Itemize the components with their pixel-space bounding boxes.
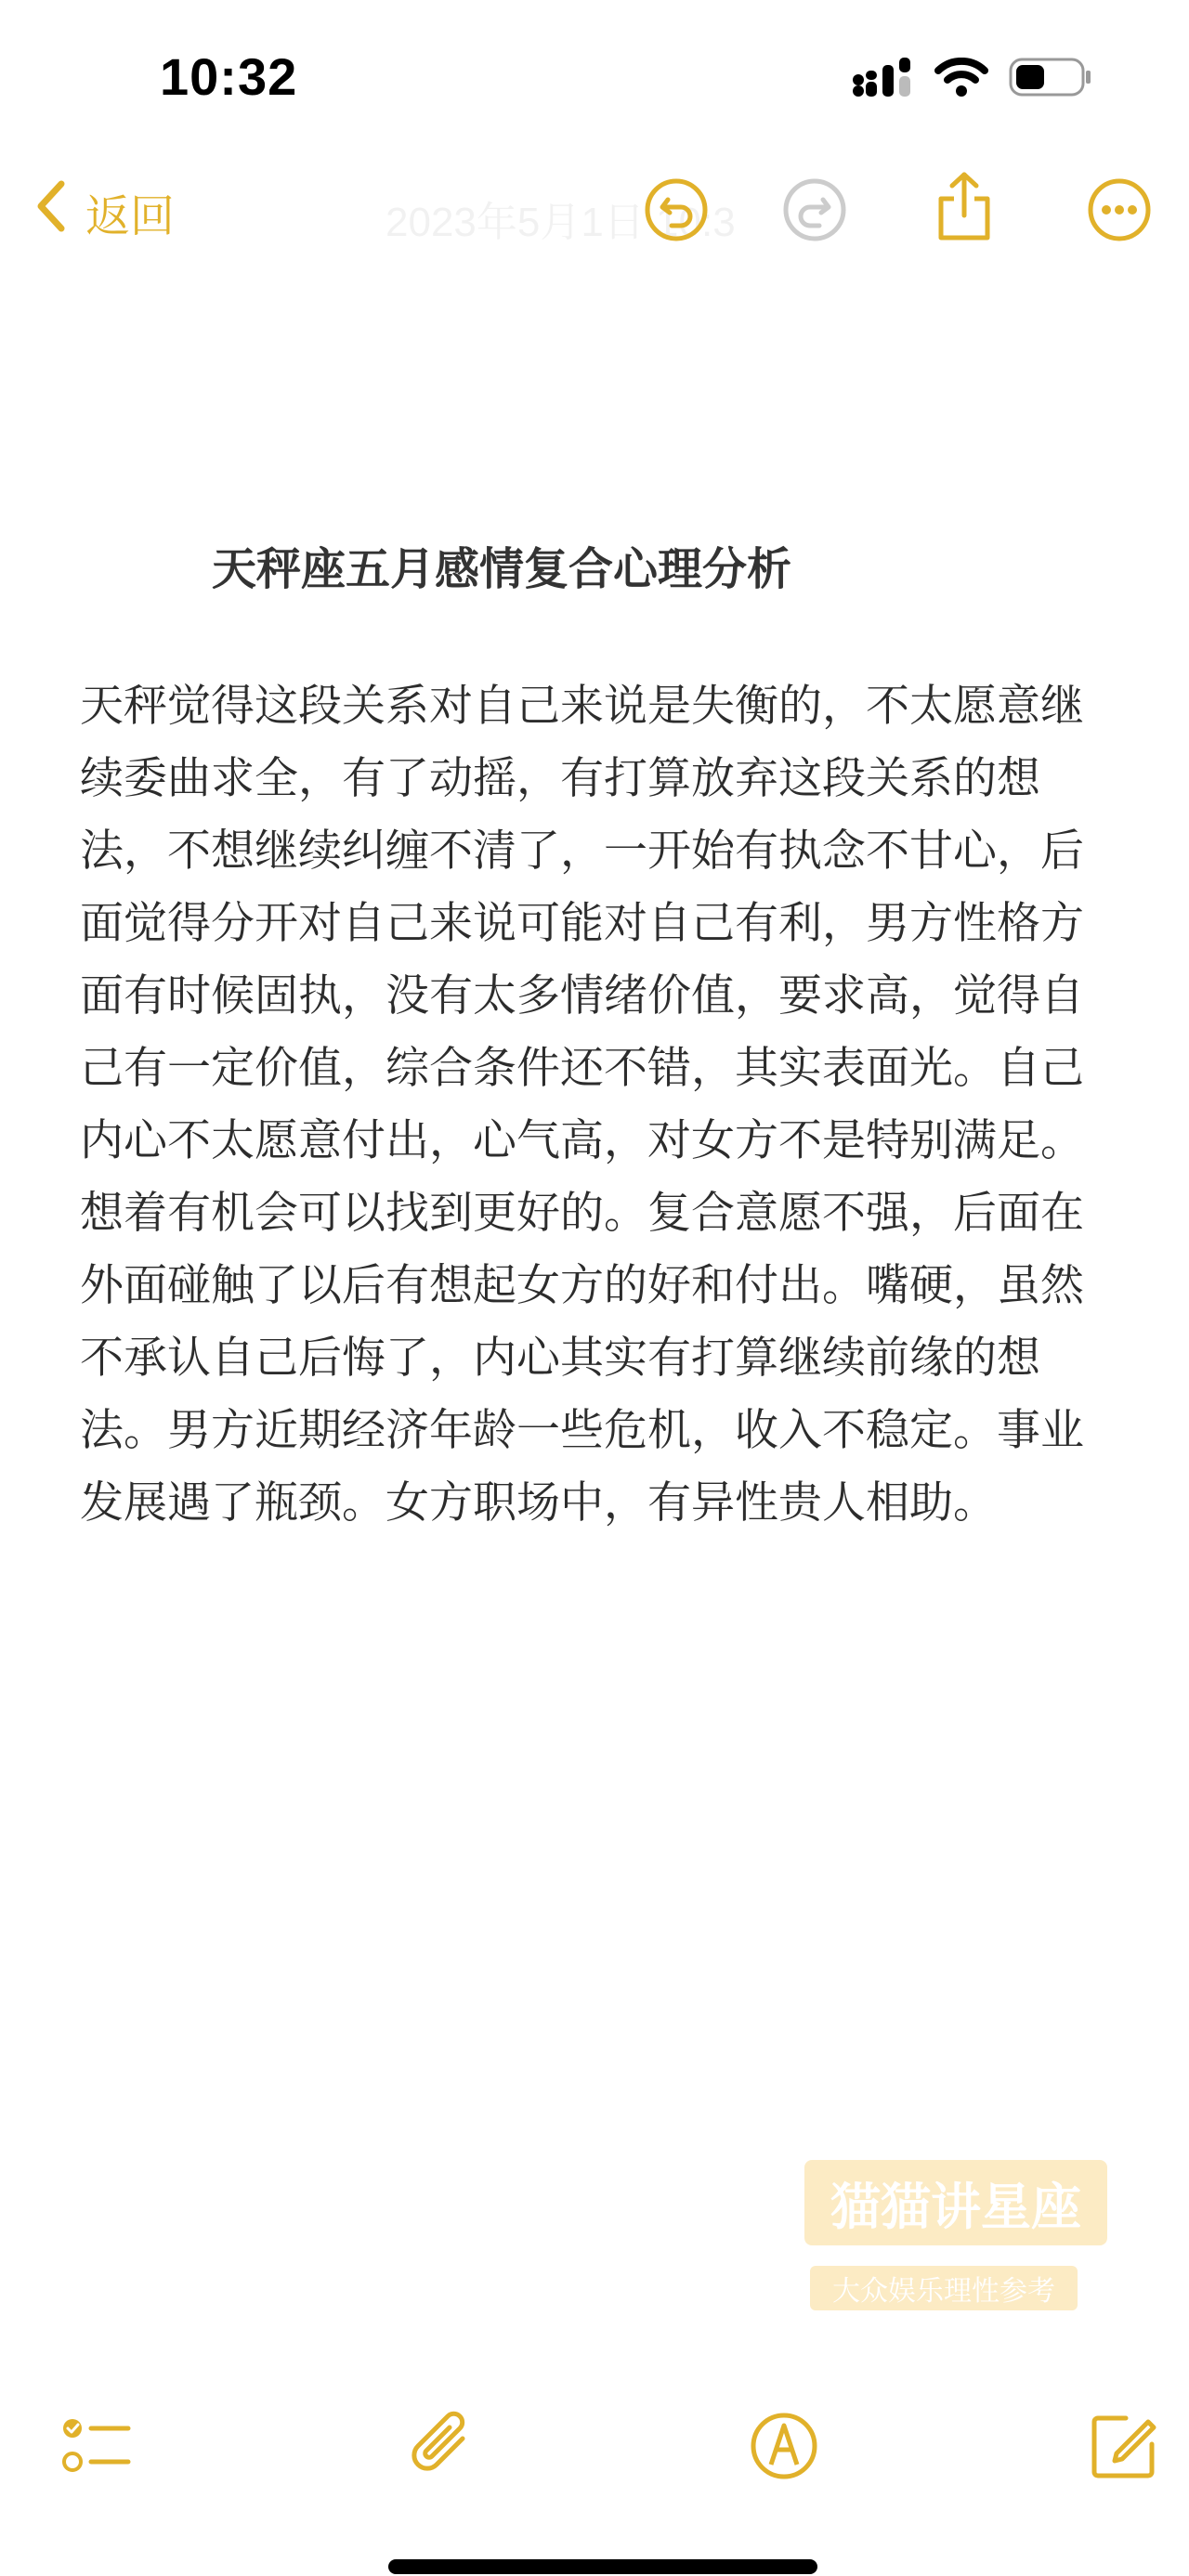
note-body[interactable]: 天秤觉得这段关系对自己来说是失衡的，不太愿意继续委曲求全，有了动摇，有打算放弃这段关系的想法，不想继续纠缠不清了，一开始有执念不甘心，后面觉得分开对自己来说可能对自己有利，男方性格方面有时候固执，没有太多情绪价值，要求高，觉得自己有一定价值，综合条件还不错，其实表面光。自己内心不太愿意付出，心气高，对女方不是特别满足。想着有机会可以找到更好的。复合意愿不强，后面在外面碰触了以后有想起女方的好和付出。嘴硬，虽然不承认自己后悔了，内心其实有打算继续前缘的想法。男方近期经济年龄一些危机，收入不稳定。事业发展遇了瓶颈。女方职场中，有异性贵人相助。 (80, 681, 1084, 1529)
back-button[interactable] (35, 178, 175, 245)
compose-button[interactable] (1087, 2411, 1161, 2485)
watermark-tagline: 大众娱乐理性参考 (810, 2266, 1078, 2310)
battery-icon (1009, 58, 1092, 100)
more-button[interactable] (1086, 178, 1153, 245)
markup-button[interactable] (747, 2411, 821, 2485)
attachment-icon (407, 2411, 477, 2485)
status-time: 10:32 (160, 47, 298, 106)
chevron-left-icon (35, 178, 67, 245)
undo-icon (644, 177, 709, 246)
attachment-button[interactable] (405, 2411, 479, 2485)
more-icon (1087, 177, 1152, 246)
redo-button[interactable] (781, 178, 848, 245)
status-icons (853, 58, 1092, 100)
checklist-button[interactable] (59, 2411, 134, 2485)
home-indicator[interactable] (388, 2559, 817, 2574)
watermark-logo: 猫猫讲星座 (804, 2160, 1107, 2245)
wifi-icon (934, 58, 988, 100)
cellular-signal-icon (853, 58, 914, 100)
markup-icon (749, 2411, 819, 2485)
note-date: 2023年5月1日 10:3 (385, 200, 736, 245)
back-label: 返回 (85, 189, 176, 242)
share-icon (934, 171, 995, 245)
compose-icon (1089, 2411, 1159, 2485)
share-button[interactable] (931, 175, 998, 241)
note-title[interactable]: 天秤座五月感情复合心理分析 (212, 543, 792, 595)
undo-button[interactable] (643, 178, 710, 245)
redo-icon (782, 177, 847, 246)
checklist-icon (61, 2413, 132, 2482)
